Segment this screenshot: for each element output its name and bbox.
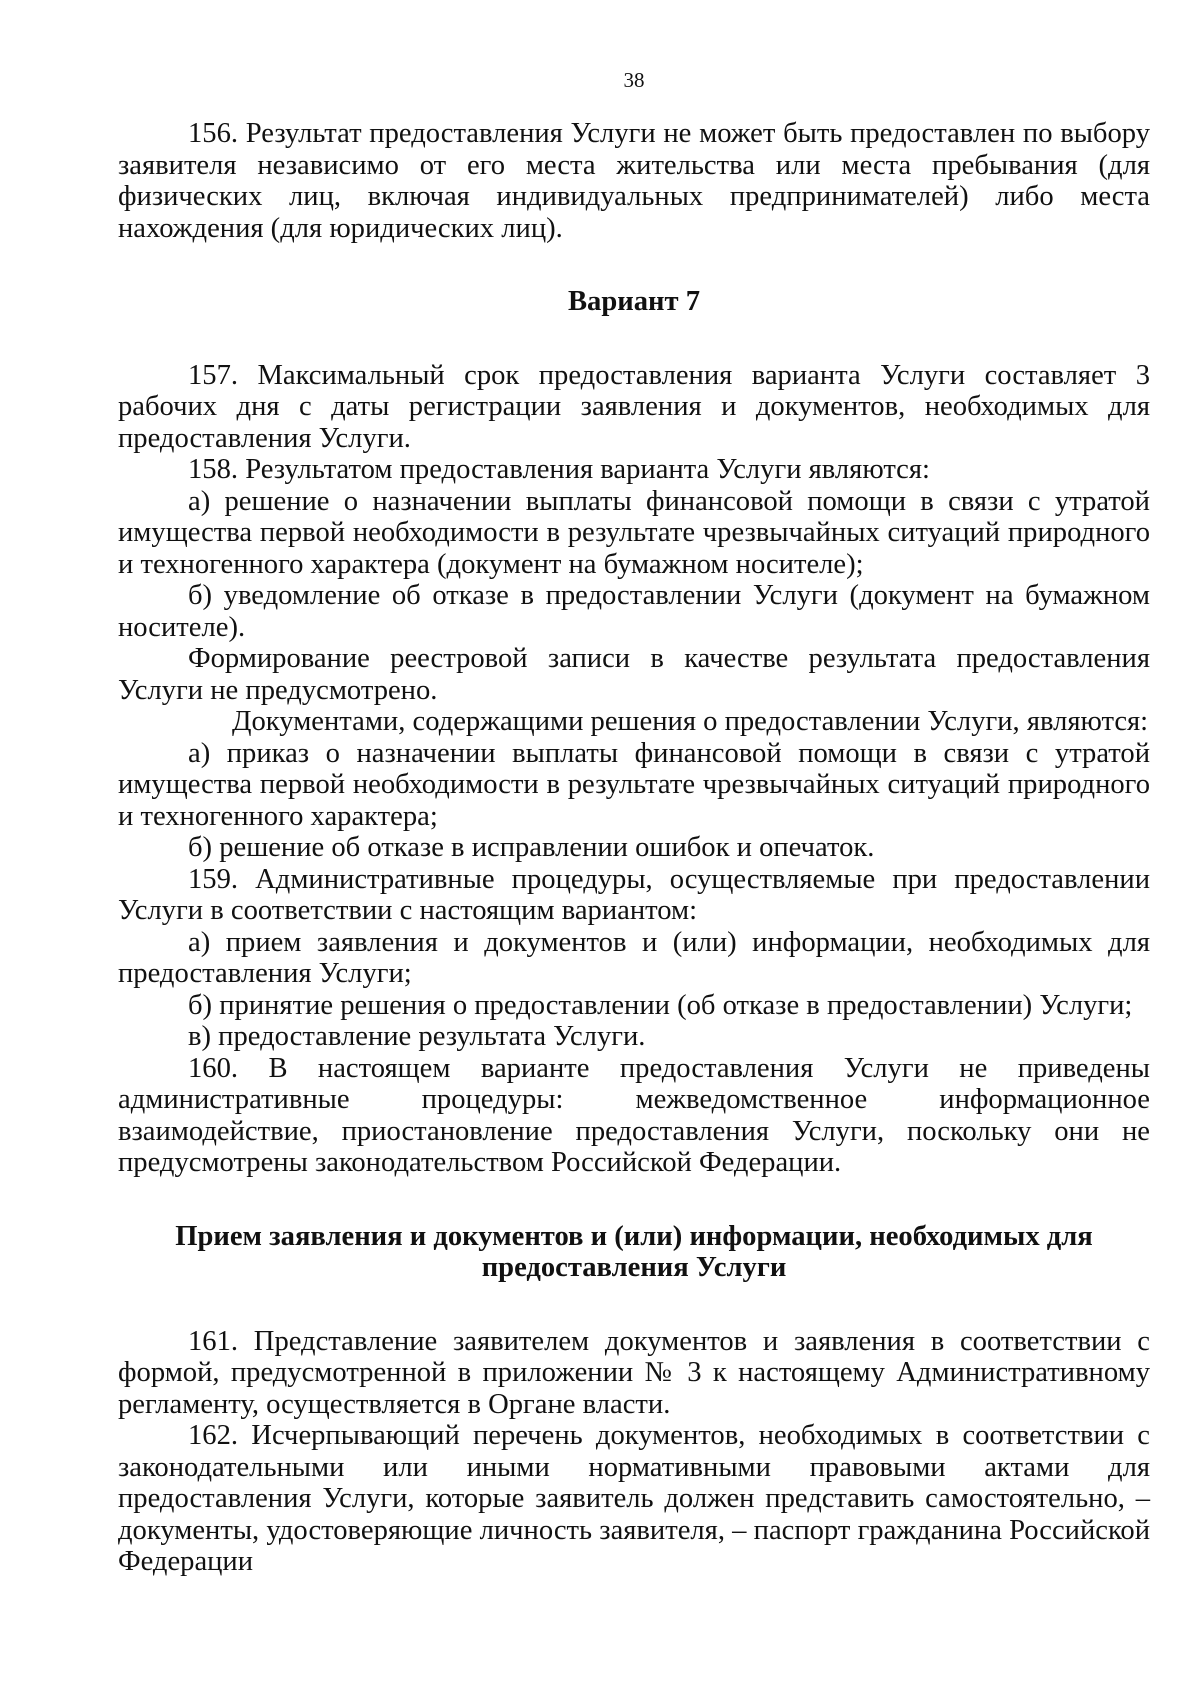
paragraph-159-b: б) принятие решения о предоставлении (об отказе в предоставлении) Услуги; <box>188 989 1133 1021</box>
document-body <box>118 118 1150 1578</box>
paragraph-decision-a: а) приказ о назначении выплаты финансовой помощи в связи с утратой имущества первой необходимости в результате чрезвычайных ситуаций природного и техногенного характера; <box>118 737 1150 832</box>
paragraph-162: 162. Исчерпывающий перечень документов, необходимых в соответствии с законодательными или иными нормативными правовыми актами для предоставления Услуги, которые заявитель должен представить самостоятельно, – документы, удостоверяющие личность заявителя, – паспорт гражданина Российской Федерации <box>118 1420 1150 1577</box>
page-number: 38 <box>623 68 645 92</box>
heading-variant-7: Вариант 7 <box>567 286 700 317</box>
paragraph-decision-documents: Документами, содержащими решения о предоставлении Услуги, являются: <box>232 706 1149 737</box>
paragraph-157: 157. Максимальный срок предоставления варианта Услуги составляет 3 рабочих дня с даты регистрации заявления и документов, необходимых для предоставления Услуги. <box>118 359 1150 454</box>
paragraph-158: 158. Результатом предоставления варианта Услуги являются: <box>188 454 930 485</box>
paragraph-159: 159. Административные процедуры, осуществляемые при предоставлении Услуги в соответствии с настоящим вариантом: <box>118 863 1150 926</box>
heading-application-acceptance: Прием заявления и документов и (или) информации, необходимых для предоставления Услуги <box>175 1220 1093 1283</box>
paragraph-159-c: в) предоставление результата Услуги. <box>188 1021 646 1052</box>
paragraph-158-b: б) уведомление об отказе в предоставлении Услуги (документ на бумажном носителе). <box>118 580 1150 643</box>
paragraph-161: 161. Представление заявителем документов и заявления в соответствии с формой, предусмотренной в приложении № 3 к настоящему Административному регламенту, осуществляется в Органе власти. <box>118 1325 1150 1420</box>
paragraph-158-a: а) решение о назначении выплаты финансовой помощи в связи с утратой имущества первой необходимости в результате чрезвычайных ситуаций природного и техногенного характера (документ на бумажном носителе); <box>118 485 1150 580</box>
paragraph-156: 156. Результат предоставления Услуги не может быть предоставлен по выбору заявителя независимо от его места жительства или места пребывания (для физических лиц, включая индивидуальных предпринимателей) либо места нахождения (для юридических лиц). <box>118 118 1150 244</box>
paragraph-160: 160. В настоящем варианте предоставления Услуги не приведены административные процедуры: межведомственное информационное взаимодействие, приостановление предоставления Услуги, поскольку они не предусмотрены законодательством Российской Федерации. <box>118 1052 1150 1178</box>
paragraph-registry-record: Формирование реестровой записи в качестве результата предоставления Услуги не предусмотрено. <box>118 643 1150 706</box>
paragraph-159-a: а) прием заявления и документов и (или) информации, необходимых для предоставления Услуги; <box>118 926 1150 989</box>
paragraph-decision-b: б) решение об отказе в исправлении ошибок и опечаток. <box>188 832 875 863</box>
